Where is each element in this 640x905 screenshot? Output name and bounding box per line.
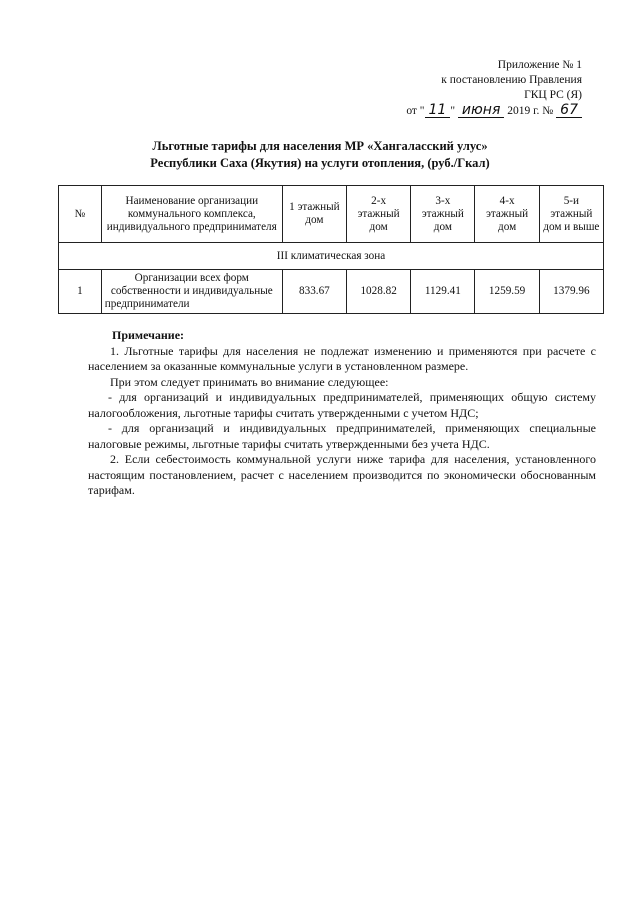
header-name: Наименование организации коммунального комплекса, индивидуального предпринимателя [101,186,282,243]
note-paragraph-5: 2. Если себестоимость коммунальной услуги ниже тарифа для населения, установленного настоящим постановлением, расчет с населением производится по экономически обоснованным тарифам. [88,452,596,497]
zone-label: III климатическая зона [59,243,604,270]
handwritten-day: 11 [425,103,451,118]
date-prefix: от " [406,105,425,117]
appendix-line-2: к постановлению Правления [441,74,582,86]
title-line-2: Республики Саха (Якутия) на услуги отопления, (руб./Гкал) [150,156,490,170]
appendix-line-1: Приложение № 1 [497,59,582,71]
date-year: 2019 г. № [507,105,554,117]
document-title [0,138,640,172]
header-2-floor: 2-х этажный дом [347,186,411,243]
zone-row [59,243,604,270]
note-paragraph-1: 1. Льготные тарифы для населения не подлежат изменению и применяются при расчете с населением за оказанные коммунальные услуги в установленном размере. [88,343,596,373]
table-header-row [59,186,604,243]
note-block [88,328,596,499]
row-value-4: 1259.59 [475,270,539,314]
header-num: № [59,186,102,243]
appendix-block [406,58,582,119]
title-line-1: Льготные тарифы для населения МР «Хангаласский улус» [152,139,488,153]
appendix-date-line [406,103,582,119]
date-mid: " [450,105,456,117]
handwritten-month: июня [458,103,504,118]
row-value-2: 1028.82 [347,270,411,314]
note-paragraph-2: При этом следует принимать во внимание следующее: [110,374,389,389]
row-num: 1 [59,270,102,314]
row-value-1: 833.67 [282,270,346,314]
note-paragraph-4: - для организаций и индивидуальных предпринимателей, применяющих специальные налоговые режимы, льготные тарифы считать утвержденными без учета НДС. [88,421,596,451]
appendix-line-3: ГКЦ РС (Я) [524,89,582,101]
row-org: Организации всех форм собственности и индивидуальные предприниматели [101,270,282,314]
row-value-3: 1129.41 [411,270,475,314]
row-value-5: 1379.96 [539,270,603,314]
header-3-floor: 3-х этажный дом [411,186,475,243]
tariff-table [58,185,604,314]
note-paragraph-3: - для организаций и индивидуальных предпринимателей, применяющих общую систему налогообложения, льготные тарифы считать утвержденными с учетом НДС; [88,390,596,420]
header-4-floor: 4-х этажный дом [475,186,539,243]
table-row [59,270,604,314]
header-5-floor: 5-и этажный дом и выше [539,186,603,243]
note-heading: Примечание: [112,328,185,342]
header-1-floor: 1 этажный дом [282,186,346,243]
handwritten-number: 67 [556,103,582,118]
